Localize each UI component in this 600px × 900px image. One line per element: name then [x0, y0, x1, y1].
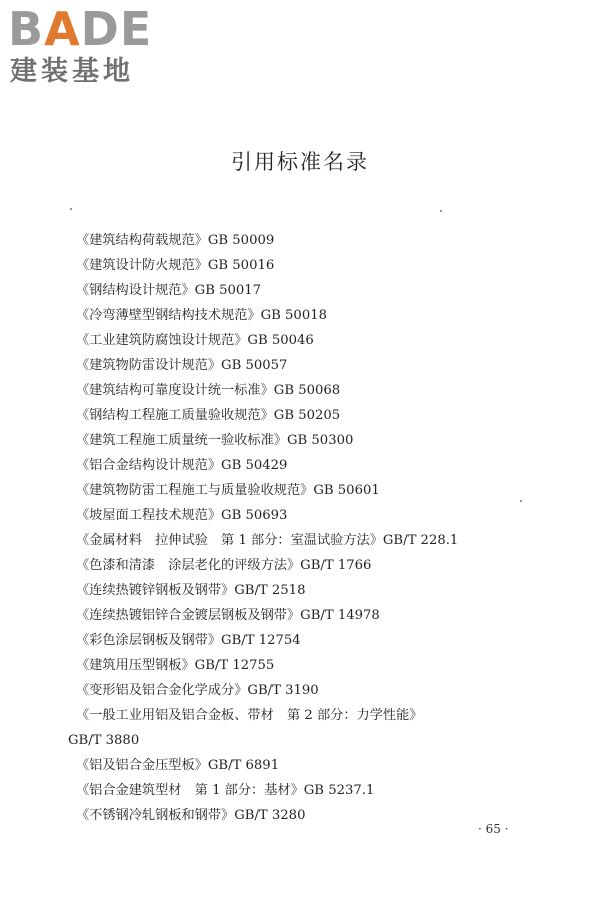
- reference-item: 《铝合金建筑型材 第 1 部分：基材》GB 5237.1: [76, 783, 375, 798]
- bade-logo: [8, 4, 178, 90]
- reference-item: 《建筑结构可靠度设计统一标准》GB 50068: [76, 383, 341, 398]
- reference-item: 《彩色涂层钢板及钢带》GB/T 12754: [76, 633, 301, 648]
- reference-item: 《变形铝及铝合金化学成分》GB/T 3190: [76, 683, 319, 698]
- reference-item: 《冷弯薄壁型钢结构技术规范》GB 50018: [76, 308, 327, 323]
- page-title: 引用标准名录: [231, 150, 369, 174]
- reference-item: 《铝及铝合金压型板》GB/T 6891: [76, 758, 280, 773]
- reference-item-wrapped: [68, 703, 546, 753]
- reference-item: 《工业建筑防腐蚀设计规范》GB 50046: [76, 333, 314, 348]
- reference-line-2: GB/T 3880: [68, 733, 140, 748]
- logo-letter-a: A: [44, 2, 81, 56]
- reference-item: 《不锈钢冷轧钢板和钢带》GB/T 3280: [76, 808, 306, 823]
- logo-wordmark: [8, 4, 152, 54]
- reference-line-1: 《一般工业用铝及铝合金板、带材 第 2 部分：力学性能》: [76, 708, 423, 723]
- page-number: · 65 ·: [478, 822, 509, 836]
- logo-subtitle: 建装基地: [10, 56, 134, 87]
- reference-item: 《金属材料 拉伸试验 第 1 部分：室温试验方法》GB/T 228.1: [76, 533, 459, 548]
- logo-letter-b: B: [8, 2, 45, 56]
- reference-item: 《建筑用压型钢板》GB/T 12755: [76, 658, 275, 673]
- logo-letters-de: DE: [80, 2, 153, 56]
- reference-item: 《建筑物防雷工程施工与质量验收规范》GB 50601: [76, 483, 380, 498]
- reference-item: 《钢结构工程施工质量验收规范》GB 50205: [76, 408, 341, 423]
- reference-item: 《色漆和清漆 涂层老化的评级方法》GB/T 1766: [76, 558, 372, 573]
- reference-item: 《铝合金结构设计规范》GB 50429: [76, 458, 288, 473]
- reference-list: [68, 228, 546, 828]
- reference-item: 《钢结构设计规范》GB 50017: [76, 283, 262, 298]
- reference-item: 《坡屋面工程技术规范》GB 50693: [76, 508, 288, 523]
- reference-item: 《连续热镀锌钢板及钢带》GB/T 2518: [76, 583, 306, 598]
- reference-item: 《建筑结构荷载规范》GB 50009: [76, 233, 275, 248]
- reference-item: 《连续热镀铝锌合金镀层钢板及钢带》GB/T 14978: [76, 608, 380, 623]
- scan-speck: [440, 210, 442, 212]
- reference-item: 《建筑工程施工质量统一验收标准》GB 50300: [76, 433, 354, 448]
- scan-speck: [70, 208, 72, 210]
- reference-item: 《建筑设计防火规范》GB 50016: [76, 258, 275, 273]
- scan-speck: [520, 500, 522, 502]
- reference-item: 《建筑物防雷设计规范》GB 50057: [76, 358, 288, 373]
